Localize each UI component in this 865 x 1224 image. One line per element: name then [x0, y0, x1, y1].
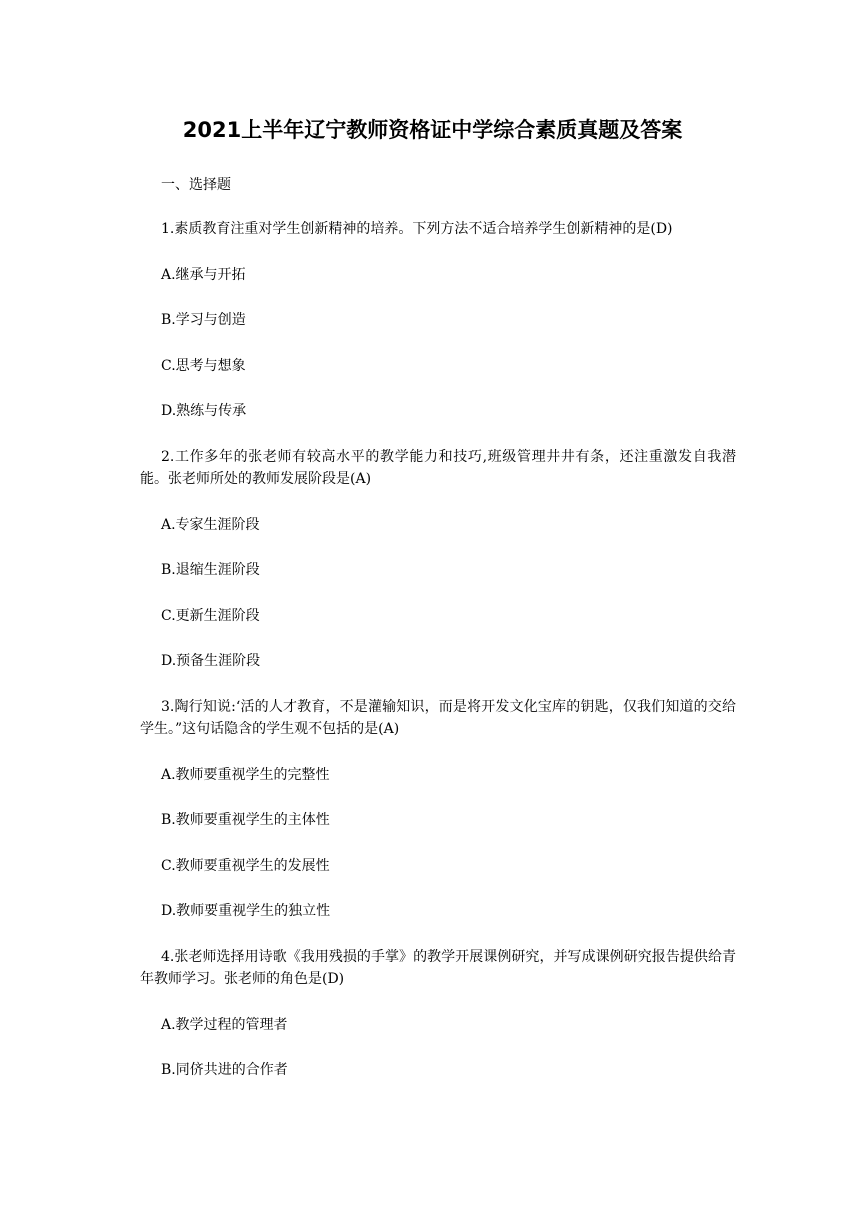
question-option: A.专家生涯阶段 — [161, 516, 260, 533]
question-option: B.退缩生涯阶段 — [161, 562, 260, 578]
document-body — [140, 218, 736, 1081]
question-option: B.教师要重视学生的主体性 — [161, 812, 330, 828]
question-option: B.同侪共进的合作者 — [161, 1062, 288, 1078]
question-option: A.继承与开拓 — [161, 266, 246, 283]
question-option: D.熟练与传承 — [161, 403, 247, 419]
section-heading: 一、选择题 — [161, 177, 231, 193]
question-option: C.更新生涯阶段 — [161, 607, 260, 624]
document-title: 2021上半年辽宁教师资格证中学综合素质真题及答案 — [182, 118, 683, 142]
question-option: A.教学过程的管理者 — [161, 1016, 288, 1033]
question-option: D.教师要重视学生的独立性 — [161, 903, 331, 919]
question-stem: 3.陶行知说:‘活的人才教育，不是灌输知识，而是将开发文化宝库的钥匙，仅我们知道的交给学生。”这句话隐含的学生观不包括的是(A) — [140, 698, 736, 737]
question-option: A.教师要重视学生的完整性 — [161, 766, 330, 783]
question-option: D.预备生涯阶段 — [161, 653, 261, 669]
question-option: B.学习与创造 — [161, 312, 246, 328]
question-option: C.教师要重视学生的发展性 — [161, 857, 330, 874]
question-stem: 2.工作多年的张老师有较高水平的教学能力和技巧,班级管理井井有条，还注重激发自我潜能。张老师所处的教师发展阶段是(A) — [140, 448, 736, 487]
question-stem: 1.素质教育注重对学生创新精神的培养。下列方法不适合培养学生创新精神的是(D) — [161, 221, 673, 237]
question-option: C.思考与想象 — [161, 357, 246, 374]
question-stem: 4.张老师选择用诗歌《我用残损的手掌》的教学开展课例研究，并写成课例研究报告提供给青年教师学习。张老师的角色是(D) — [140, 948, 736, 987]
